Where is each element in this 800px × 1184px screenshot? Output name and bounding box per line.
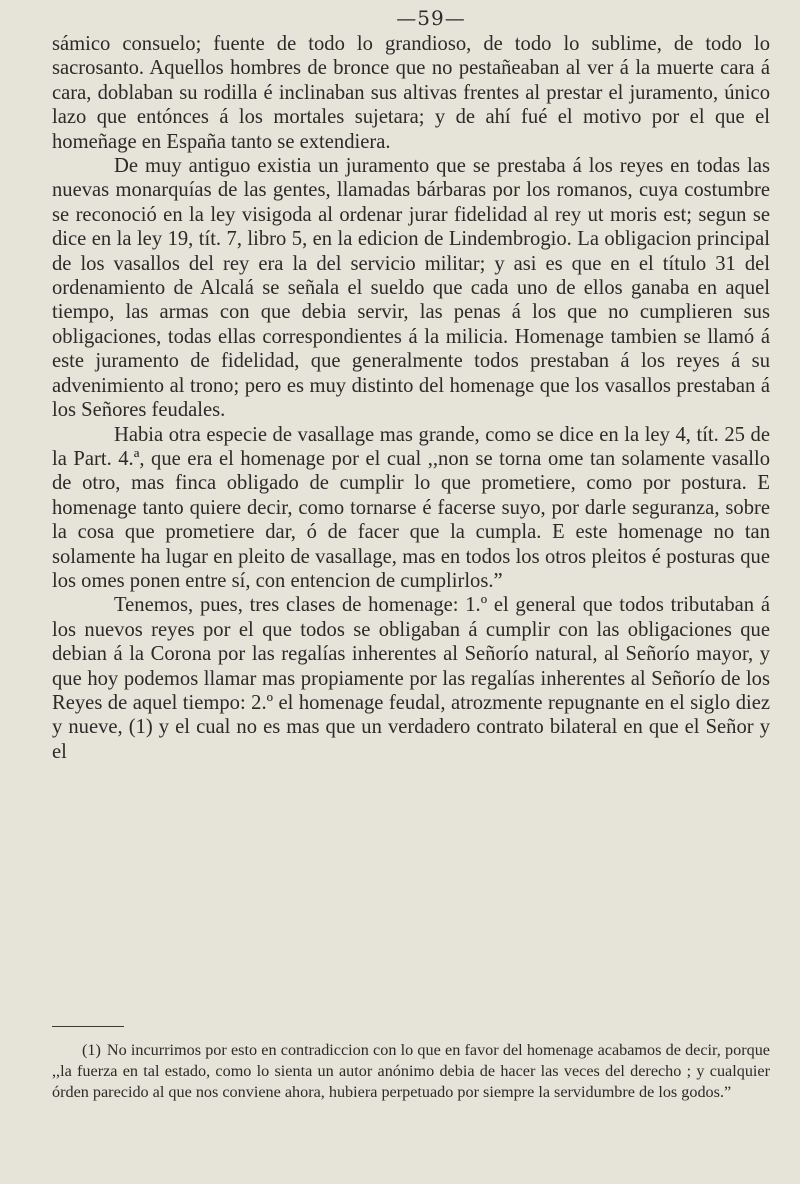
body-text (52, 32, 770, 764)
paragraph-1: sámico consuelo; fuente de todo lo grandioso, de todo lo sublime, de todo lo sacrosanto. Aquellos hombres de bronce que no pestañeaban al ver á la muerte cara á cara, doblaban su rodilla é inclinaban sus altivas frentes al prestar el juramento, único lazo que entónces á los mortales sujetara; y de ahí fué el motivo por el que el homeñage en España tanto se extendiera. (52, 33, 770, 153)
page-number: —59— (396, 6, 466, 30)
footnote (52, 1040, 770, 1102)
paragraph-3: Habia otra especie de vasallage mas grande, como se dice en la ley 4, tít. 25 de la Part. 4.ª, que era el homenage por el cual ,,non se torna ome tan solamente vasallo de otro, mas finca obligado de cumplir lo que prometiere, como por postura. E homenage tanto quiere decir, como tornarse é facerse suyo, por darle seguranza, sobre la cosa que prometiere dar, ó de facer que la cumpla. E este homenage no tan solamente ha lugar en pleito de vasallage, mas en todos los otros pleitos é posturas que los omes ponen entre sí, con entencion de cumplirlos.” (52, 423, 770, 592)
footnote-divider (52, 1026, 124, 1027)
footnote-text: No incurrimos por esto en contradiccion con lo que en favor del homenage acabamos de decir, porque ,,la fuerza en tal estado, como lo sienta un autor anónimo debia de hacer las veces del derecho ; y cualquier órden parecido al que nos conviene ahora, hubiera perpetuado por siempre la servidumbre de los godos.” (52, 1041, 770, 1101)
footnote-mark: (1) (82, 1041, 101, 1059)
paragraph-4: Tenemos, pues, tres clases de homenage: 1.º el general que todos tributaban á los nuevos reyes por el que todos se obligaban á cumplir con las obligaciones que debian á la Corona por las regalías inherentes al Señorío natural, al Señorío mayor, y que hoy podemos llamar mas propiamente por las regalías inherentes al Señorío de los Reyes de aquel tiempo: 2.º el homenage feudal, atrozmente repugnante en el siglo diez y nueve, (1) y el cual no es mas que un verdadero contrato bilateral en que el Señor y el (52, 594, 770, 763)
paragraph-2: De muy antiguo existia un juramento que se prestaba á los reyes en todas las nuevas monarquías de las gentes, llamadas bárbaras por los romanos, cuya costumbre se reconoció en la ley visigoda al ordenar jurar fidelidad al rey ut moris est; segun se dice en la ley 19, tít. 7, libro 5, en la edicion de Lindembrogio. La obligacion principal de los vasallos del rey era la del servicio militar; y asi es que en el título 31 del ordenamiento de Alcalá se señala el sueldo que cada uno de ellos ganaba en aquel tiempo, las armas con que debia servir, las penas á los que no cumplieren sus obligaciones, todas ellas correspondientes á la milicia. Homenage tambien se llamó á este juramento de fidelidad, que generalmente todos prestaban á los reyes á su advenimiento al trono; pero es muy distinto del homenage que los vasallos prestaban á los Señores feudales. (52, 155, 770, 422)
